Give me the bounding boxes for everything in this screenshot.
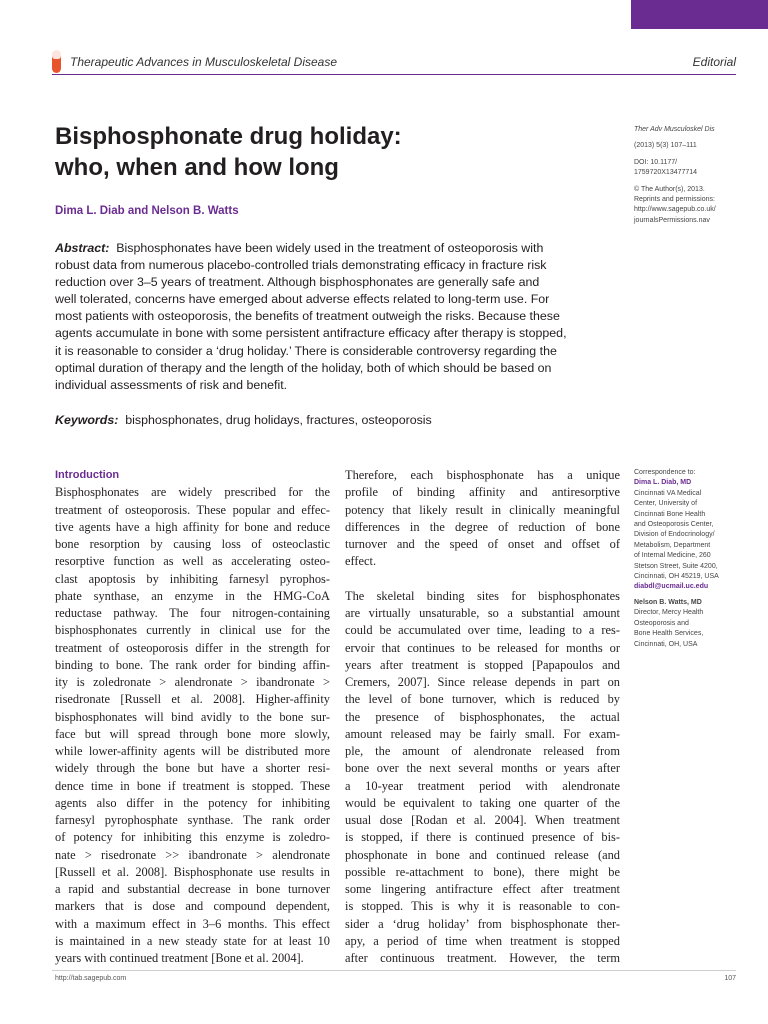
body-line: treatment of osteoporosis differ in the strength for bbox=[55, 640, 330, 655]
author1-address: Cincinnati Bone Health bbox=[634, 510, 706, 518]
keywords-label: Keywords: bbox=[55, 413, 119, 427]
doi: 1759720X13477714 bbox=[634, 169, 698, 177]
body-line: some lingering antifracture effect after treatment bbox=[345, 882, 620, 896]
keywords-text: bisphosphonates, drug holidays, fractures, osteoporosis bbox=[125, 413, 432, 427]
author2-address: Director, Mercy Health bbox=[634, 609, 704, 617]
body-line: a rapid and substantial decrease in bone turnover bbox=[55, 882, 330, 896]
author1-address: Metabolism, Department bbox=[634, 541, 711, 549]
body-line: is maintained in a new steady state for at least 10 bbox=[55, 933, 330, 948]
body-line: amount released may be fairly small. For exam- bbox=[345, 726, 620, 741]
introduction-heading: Introduction bbox=[55, 469, 120, 481]
author2-address: Cincinnati, OH, USA bbox=[634, 640, 698, 648]
body-line: widely through the bone but have a shorter resi- bbox=[55, 761, 330, 776]
body-column-left bbox=[55, 467, 330, 967]
author1-address: Division of Endocrinology/ bbox=[634, 531, 715, 539]
author2-address: Osteoporosis and bbox=[634, 619, 689, 627]
abstract-line: optimal duration of therapy and the length of the holiday, both of which should be based on bbox=[55, 360, 552, 375]
title-line: who, when and how long bbox=[55, 154, 339, 181]
body-line: apy, a period of time when treatment is stopped bbox=[345, 933, 620, 948]
citation: (2013) 5(3) 107–111 bbox=[634, 142, 697, 150]
abstract-line: agents accumulate in bone with some persistent antifracture efficacy after therapy is stopped, bbox=[55, 326, 567, 341]
body-line: are virtually unsaturable, so a substantial amount bbox=[345, 606, 620, 620]
body-line: turnover and the speed of onset and offset of bbox=[345, 537, 620, 551]
article-type: Editorial bbox=[692, 55, 736, 69]
body-line: bone resorption by causing loss of osteoclastic bbox=[55, 537, 330, 551]
body-line: differences in the degree of reduction of bone bbox=[345, 519, 620, 534]
body-line: dence time in bone if treatment is stopped. These bbox=[55, 778, 330, 793]
body-line: binding to bone. The rank order for binding affin- bbox=[55, 657, 330, 672]
bookmark-icon bbox=[52, 50, 61, 73]
body-line: treatment of osteoporosis. These popular and effec- bbox=[55, 502, 330, 517]
footer-divider bbox=[52, 970, 736, 971]
body-line: bisphosphonates currently in clinical use for the bbox=[55, 623, 330, 638]
body-line: clast apoptosis by inhibiting farnesyl pyrophos- bbox=[55, 571, 330, 586]
abstract-label: Abstract: bbox=[55, 241, 110, 255]
permissions-url[interactable]: http://www.sagepub.co.uk/ bbox=[634, 206, 716, 214]
corner-color-tab bbox=[631, 0, 768, 29]
body-line: tive agents have a high affinity for bone and reduce bbox=[55, 519, 330, 534]
abstract bbox=[55, 240, 607, 394]
author2-name: Nelson B. Watts, MD bbox=[634, 598, 702, 606]
body-line: sider a ‘drug holiday’ from bisphosphonate ther- bbox=[345, 916, 620, 931]
body-line: reductase pathway. The four nitrogen-containing bbox=[55, 606, 330, 620]
body-line: years after treatment is stopped [Papapoulos and bbox=[345, 657, 620, 672]
body-line: a 10-year treatment period with alendronate bbox=[345, 778, 620, 793]
body-line: nate > risedronate >> ibandronate > alendronate bbox=[55, 847, 330, 862]
body-line: possible re-attachment to bone), there might be bbox=[345, 864, 620, 879]
copyright: © The Author(s), 2013. bbox=[634, 185, 705, 193]
abstract-line: individual assessments of risk and benefit. bbox=[55, 377, 288, 392]
body-line: years with continued treatment [Bone et al. 2004]. bbox=[55, 951, 304, 965]
body-line: risedronate [Russell et al. 2008]. Higher-affinity bbox=[55, 692, 330, 707]
body-line: potency that likely result in clinically meaningful bbox=[345, 502, 620, 517]
body-line: ity is zoledronate > alendronate > ibandronate > bbox=[55, 675, 330, 689]
journal-header bbox=[52, 50, 736, 75]
paragraph-gap bbox=[345, 571, 620, 588]
permissions: Reprints and permissions: bbox=[634, 196, 715, 204]
body-line: bone over the next several months or years after bbox=[345, 761, 620, 776]
abstract-line: most patients with osteoporosis, the benefits of treatment outweigh the risks. Because these bbox=[55, 309, 560, 324]
body-line: would be equivalent to taking one quarter of the bbox=[345, 795, 620, 810]
title-line: Bisphosphonate drug holiday: bbox=[55, 123, 402, 150]
body-line: farnesyl pyrophosphate synthase. The rank order bbox=[55, 813, 330, 827]
body-line: bisphosphonates will bind avidly to the bone sur- bbox=[55, 709, 330, 724]
body-line: markers that is dose and compound dependent, bbox=[55, 899, 330, 914]
author1-address: Cincinnati, OH 45219, USA bbox=[634, 573, 719, 581]
body-line: Cremers, 2007]. Since release depends in part on bbox=[345, 675, 620, 689]
author1-email[interactable]: diabdl@ucmail.uc.edu bbox=[634, 583, 709, 591]
body-line: the level of bone turnover, which is reduced by bbox=[345, 692, 620, 707]
doi: DOI: 10.1177/ bbox=[634, 158, 678, 166]
correspondence-heading: Correspondence to: bbox=[634, 469, 696, 476]
correspondence bbox=[634, 468, 744, 650]
body-line: [Russell et al. 2008]. Bisphosphonate use results in bbox=[55, 864, 330, 879]
journal-name: Therapeutic Advances in Musculoskeletal Disease bbox=[70, 55, 338, 69]
article-title bbox=[55, 121, 575, 183]
abstract-line: robust data from numerous placebo-controlled trials demonstrating efficacy in fracture risk bbox=[55, 258, 547, 273]
body-column-right bbox=[345, 467, 620, 967]
abstract-line: reduction over 3–5 years of treatment. Although bisphosphonates are generally safe and bbox=[55, 275, 540, 290]
authors: Dima L. Diab and Nelson B. Watts bbox=[55, 205, 239, 217]
body-line: after continuous treatment. However, the term bbox=[345, 951, 620, 965]
body-line: resorptive function as well as accelerating osteo- bbox=[55, 554, 330, 569]
author1-address: Stetson Street, Suite 4200, bbox=[634, 562, 718, 570]
permissions-url[interactable]: journalsPermissions.nav bbox=[634, 216, 710, 224]
abstract-line: well tolerated, concerns have emerged about adverse effects related to long-term use. For bbox=[55, 292, 550, 307]
abstract-text: Bisphosphonates have been widely used in the treatment of osteoporosis with bbox=[116, 241, 544, 255]
author2-address: Bone Health Services, bbox=[634, 630, 704, 638]
author1-address: Cincinnati VA Medical bbox=[634, 489, 702, 497]
author1-address: and Osteoporosis Center, bbox=[634, 521, 714, 529]
footer-url[interactable]: http://tab.sagepub.com bbox=[55, 975, 127, 982]
body-line: is stopped, if there is continued presence of bis- bbox=[345, 830, 620, 845]
page-number: 107 bbox=[724, 975, 736, 982]
body-line: ple, the amount of alendronate released from bbox=[345, 744, 620, 758]
body-line: ervoir that continues to be released for months or bbox=[345, 640, 620, 655]
body-line: Therefore, each bisphosphonate has a unique bbox=[345, 468, 620, 482]
body-line: with a maximum effect in 3–6 months. This effect bbox=[55, 916, 330, 931]
body-line: Bisphosphonates are widely prescribed for the bbox=[55, 485, 330, 500]
journal-abbrev: Ther Adv Musculoskel Dis bbox=[634, 126, 715, 133]
article-meta bbox=[634, 125, 744, 226]
body-line: phosphonate in bone and continued release (and bbox=[345, 847, 620, 862]
abstract-line bbox=[55, 240, 607, 257]
author1-address: of Internal Medicine, 260 bbox=[634, 552, 711, 560]
body-line: The skeletal binding sites for bisphosphonates bbox=[345, 588, 620, 603]
author1-address: Center, University of bbox=[634, 500, 698, 508]
body-line: while lower-affinity agents will be distributed more bbox=[55, 744, 330, 758]
body-line: the presence of bisphosphonates, the actual bbox=[345, 709, 620, 724]
keywords bbox=[55, 413, 432, 427]
body-line: phate synthase, an enzyme in the HMG-CoA bbox=[55, 588, 330, 603]
body-line: could be accumulated over time, leading to a res- bbox=[345, 623, 620, 638]
body-line: agents also differ in the potency for inhibiting bbox=[55, 795, 330, 810]
body-line: is stopped. This is why it is reasonable to con- bbox=[345, 899, 620, 914]
body-line: of potency for inhibiting this enzyme is zoledro- bbox=[55, 830, 330, 845]
body-line: face but will spread through bone more slowly, bbox=[55, 726, 330, 741]
abstract-line: it is reasonable to consider a ‘drug holiday.’ There is considerable controversy regarding the bbox=[55, 343, 557, 358]
author1-name: Dima L. Diab, MD bbox=[634, 479, 692, 487]
body-line: effect. bbox=[345, 554, 377, 569]
body-line: profile of binding affinity and antiresorptive bbox=[345, 485, 620, 500]
body-line: usual dose [Rodan et al. 2004]. When treatment bbox=[345, 813, 620, 827]
